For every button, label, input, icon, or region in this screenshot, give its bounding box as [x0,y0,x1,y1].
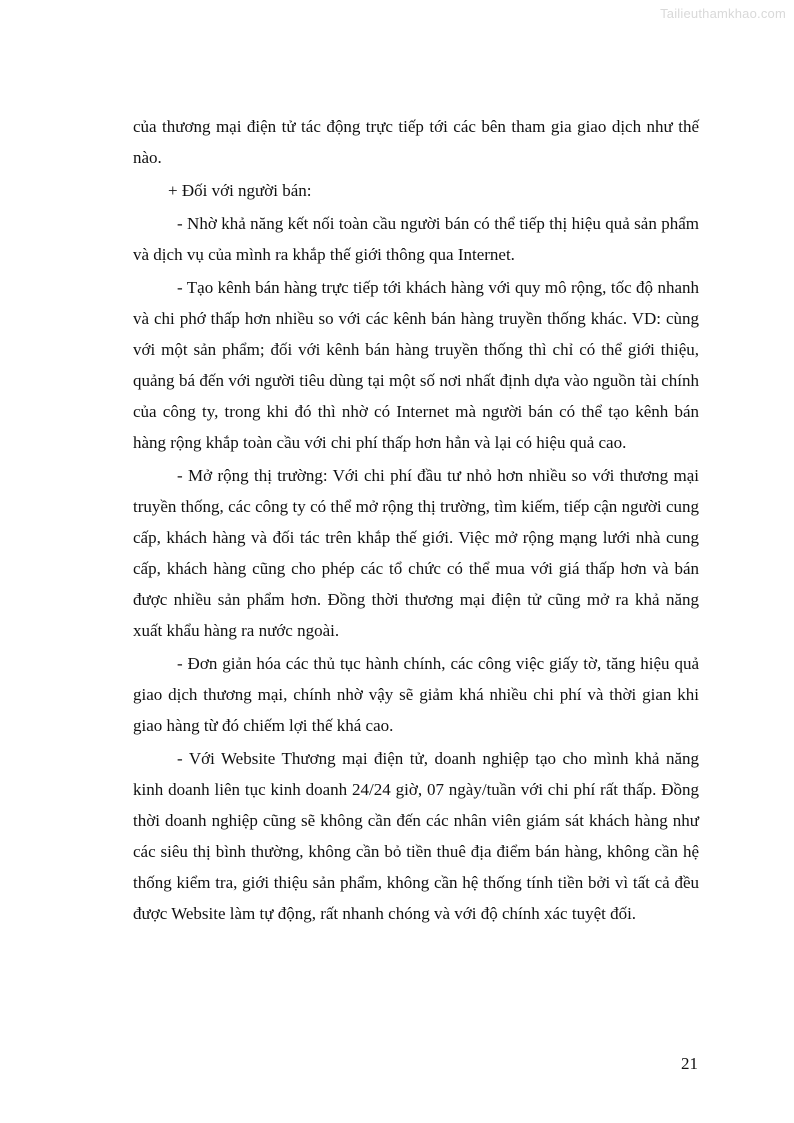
page-body [133,111,699,931]
paragraph-intro: của thương mại điện tử tác động trực tiếp tới các bên tham gia giao dịch như thế nào. [133,117,699,167]
paragraph-global-marketing: - Nhờ khả năng kết nối toàn cầu người bán có thể tiếp thị hiệu quả sản phẩm và dịch vụ của mình ra khắp thế giới thông qua Internet. [133,214,699,264]
paragraph-simplify-procedures: - Đơn giản hóa các thủ tục hành chính, các công việc giấy tờ, tăng hiệu quả giao dịch thương mại, chính nhờ vậy sẽ giảm khá nhiều chi phí và thời gian khi giao hàng từ đó chiếm lợi thế khá cao. [133,654,699,735]
paragraph-direct-sales-channel: - Tạo kênh bán hàng trực tiếp tới khách hàng với quy mô rộng, tốc độ nhanh và chi phớ thấp hơn nhiều so với các kênh bán hàng truyền thống khác. VD: cùng với một sản phẩm; đối với kênh bán hàng truyền thống thì chỉ có thể giới thiệu, quảng bá đến với người tiêu dùng tại một số nơi nhất định dựa vào nguồn tài chính của công ty, trong khi đó thì nhờ có Internet mà người bán có thể tạo kênh bán hàng rộng khắp toàn cầu với chi phí thấp hơn hẳn và lại có hiệu quả cao. [133,278,699,452]
page-number: 21 [681,1054,698,1073]
watermark: Tailieuthamkhao.com [660,6,786,21]
paragraph-market-expansion: - Mở rộng thị trường: Với chi phí đầu tư nhỏ hơn nhiều so với thương mại truyền thống, các công ty có thể mở rộng thị trường, tìm kiếm, tiếp cận người cung cấp, khách hàng và đối tác trên khắp thế giới. Việc mở rộng mạng lưới nhà cung cấp, khách hàng cũng cho phép các tổ chức có thể mua với giá thấp hơn và bán được nhiều sản phẩm hơn. Đồng thời thương mại điện tử cũng mở ra khả năng xuất khẩu hàng ra nước ngoài. [133,466,699,640]
paragraph-website-commerce: - Với Website Thương mại điện tử, doanh nghiệp tạo cho mình khả năng kinh doanh liên tục kinh doanh 24/24 giờ, 07 ngày/tuần với chi phí rất thấp. Đồng thời doanh nghiệp cũng sẽ không cần đến các nhân viên giám sát khách hàng như các siêu thị bình thường, không cần bỏ tiền thuê địa điểm bán hàng, không cần hệ thống kiểm tra, giới thiệu sản phẩm, không cần hệ thống tính tiền bởi vì tất cả đều được Website làm tự động, rất nhanh chóng và với độ chính xác tuyệt đối. [133,749,699,923]
paragraph-seller-heading: + Đối với người bán: [168,181,312,200]
